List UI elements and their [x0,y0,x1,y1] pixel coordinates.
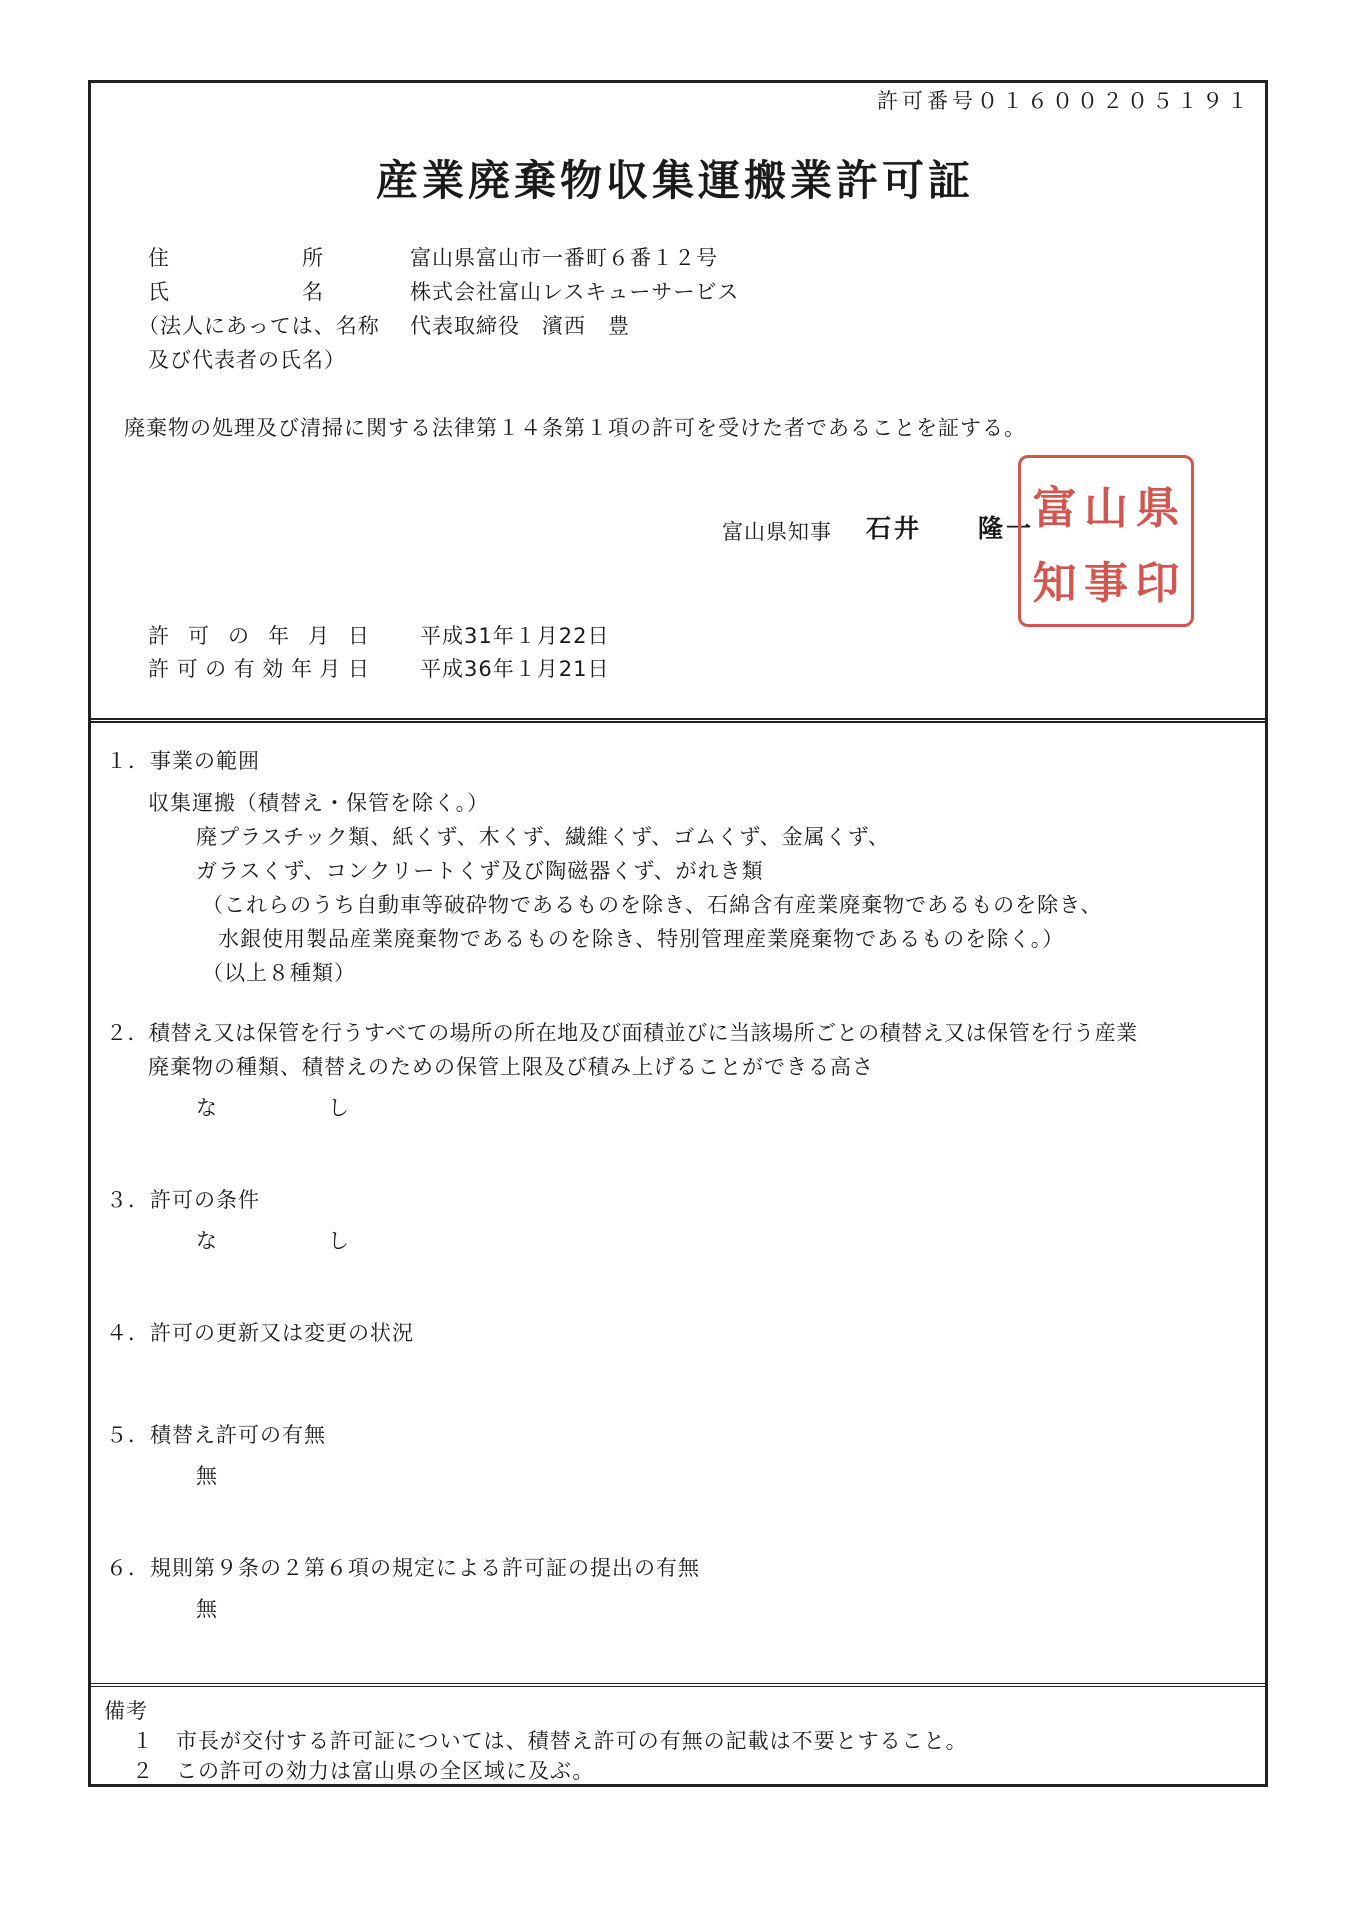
section-2-heading-cont: 廃棄物の種類、積替えのための保管上限及び積み上げることができる高さ [148,1055,874,1079]
remark-item: この許可の効力は富山県の全区域に及ぶ。 [176,1759,595,1783]
section-1-line: （以上８種類） [202,961,356,985]
permit-date-label: 許可の年月日 [148,624,370,648]
section-3-heading: ３．許可の条件 [106,1188,260,1212]
seal-char: 富 [1032,482,1077,534]
valid-until-date: 平成36年１月21日 [420,657,610,681]
address-label: 住 所 [148,246,324,270]
permit-date: 平成31年１月22日 [420,624,610,648]
certification-statement: 廃棄物の処理及び清掃に関する法律第１４条第１項の許可を受けた者であることを証する。 [124,416,1026,440]
remark-number: １ [132,1729,154,1753]
seal-char: 事 [1083,557,1128,609]
section-1-line: （これらのうち自動車等破砕物であるものを除き、石綿含有産業廃棄物であるものを除き、 [202,893,1103,917]
issuer-title: 富山県知事 [722,520,832,544]
seal-char: 知 [1032,557,1077,609]
section-1-line: 廃プラスチック類、紙くず、木くず、繊維くず、ゴムくず、金属くず、 [196,825,890,849]
section-1-line: 水銀使用製品産業廃棄物であるものを除き、特別管理産業廃棄物であるものを除く。） [218,927,1065,951]
seal-char: 県 [1135,482,1180,534]
section-6-value: 無 [196,1597,218,1621]
corporate-note-line2: 及び代表者の氏名） [148,348,346,372]
permit-number: 許可番号０１６００２０５１９１ [877,89,1252,113]
remark-item: 市長が交付する許可証については、積替え許可の有無の記載は不要とすること。 [176,1729,968,1753]
name-value: 株式会社富山レスキューサービス [410,280,740,304]
governor-seal [1018,455,1194,627]
section-5-heading: ５．積替え許可の有無 [106,1423,326,1447]
address-value: 富山県富山市一番町６番１２号 [410,246,718,270]
section-2-heading: ２．積替え又は保管を行うすべての場所の所在地及び面積並びに当該場所ごとの積替え又は保管を行う産業 [106,1021,1138,1045]
certificate-title: 産業廃棄物収集運搬業許可証 [375,156,974,205]
seal-char: 印 [1135,557,1180,609]
section-1-heading: １．事業の範囲 [106,749,260,773]
section-3-value: な し [196,1229,350,1253]
name-label: 氏 名 [148,280,324,304]
valid-until-label: 許可の有効年月日 [148,657,370,681]
section-4-heading: ４．許可の更新又は変更の状況 [106,1321,414,1345]
remarks-divider [88,1683,1268,1687]
section-1-line: ガラスくず、コンクリートくず及び陶磁器くず、がれき類 [196,859,764,883]
corporate-note-line1: （法人にあっては、名称 [138,314,380,338]
section-divider [88,718,1268,723]
section-5-value: 無 [196,1464,218,1488]
issuer-name: 石井 隆一 [866,514,1035,543]
section-2-value: な し [196,1096,350,1120]
remark-number: ２ [132,1759,154,1783]
section-6-heading: ６．規則第９条の２第６項の規定による許可証の提出の有無 [106,1556,700,1580]
section-1-line: 収集運搬（積替え・保管を除く。） [148,791,490,815]
representative: 代表取締役 濱西 豊 [410,314,630,338]
remarks-heading: 備考 [104,1699,148,1723]
seal-char: 山 [1083,482,1128,534]
